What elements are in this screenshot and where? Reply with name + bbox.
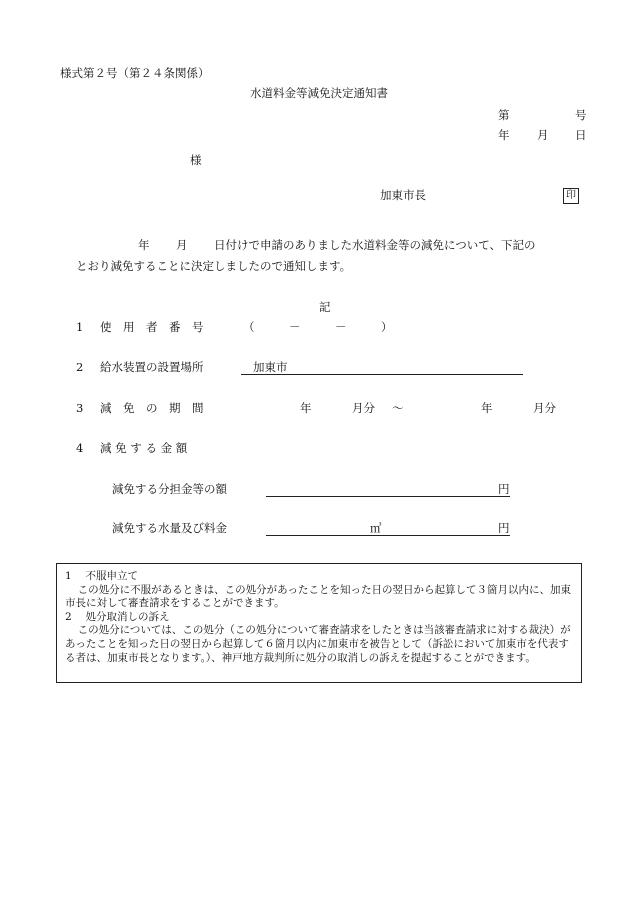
period-tilde: ～ bbox=[392, 401, 404, 415]
date-day: 日 bbox=[575, 128, 587, 142]
item4-number: 4 bbox=[76, 441, 84, 455]
period-year-to: 年 bbox=[481, 401, 493, 415]
form-label: 様式第２号（第２４条関係） bbox=[60, 66, 210, 80]
document-title: 水道料金等減免決定通知書 bbox=[250, 86, 388, 100]
body-year: 年 bbox=[138, 238, 150, 252]
notice-paragraph-2: この処分については、この処分（この処分について審査請求をしたときは当該審査請求に対する裁決）があったことを知った日の翌日から起算して６箇月以内に加東市を被告として（訴訟において加東市を代表する者は、加東市長となります。）、神戸地方裁判所に処分の取消しの訴えを提起することができます。 bbox=[65, 624, 571, 664]
body-line2: とおり減免することに決定しましたので通知します。 bbox=[76, 259, 352, 273]
item3-label: 減 免 の 期 間 bbox=[100, 401, 204, 415]
item2-label: 給水装置の設置場所 bbox=[100, 360, 204, 374]
issuer: 加東市長 bbox=[380, 188, 426, 202]
date-year: 年 bbox=[498, 128, 510, 142]
ki-heading: 記 bbox=[319, 300, 331, 314]
amount-row2-volume-unit: ㎥ bbox=[370, 521, 382, 535]
amount-row2-label: 減免する水量及び料金 bbox=[112, 521, 227, 535]
item1-number: 1 bbox=[76, 320, 84, 334]
item4-label: 減 免 す る 金 額 bbox=[100, 441, 188, 455]
period-year-from: 年 bbox=[300, 401, 312, 415]
addressee-suffix: 様 bbox=[190, 153, 202, 167]
seal-mark: 印 bbox=[563, 188, 579, 204]
amount-row2-unit: 円 bbox=[498, 521, 510, 535]
location-value: 加東市 bbox=[253, 360, 288, 374]
amount-row1-unit: 円 bbox=[498, 482, 510, 496]
notice-heading-2: 2 処分取消しの訴え bbox=[65, 610, 170, 623]
amount-row2-underline bbox=[266, 535, 510, 536]
body-month: 月 bbox=[176, 238, 188, 252]
amount-row1-underline bbox=[266, 496, 510, 497]
item3-number: 3 bbox=[76, 401, 84, 415]
notice-heading-1: 1 不服申立て bbox=[65, 570, 139, 582]
body-line1: 日付けで申請のありました水道料金等の減免について、下記の bbox=[214, 238, 536, 252]
item1-label: 使 用 者 番 号 bbox=[100, 320, 204, 334]
number-dai: 第 bbox=[498, 108, 510, 122]
user-number-field: （ － － ） bbox=[243, 320, 393, 334]
amount-row1-label: 減免する分担金等の額 bbox=[112, 482, 227, 496]
period-month-to: 月分 bbox=[533, 401, 556, 415]
item2-number: 2 bbox=[76, 360, 84, 374]
notice-paragraph-1: この処分に不服があるときは、この処分があったことを知った日の翌日から起算して３箇月以内に、加東市長に対して審査請求をすることができます。 bbox=[65, 583, 571, 610]
location-underline bbox=[241, 374, 523, 375]
number-go: 号 bbox=[575, 108, 587, 122]
notice-box bbox=[56, 563, 582, 683]
period-month-from: 月分 bbox=[352, 401, 375, 415]
date-month: 月 bbox=[537, 128, 549, 142]
